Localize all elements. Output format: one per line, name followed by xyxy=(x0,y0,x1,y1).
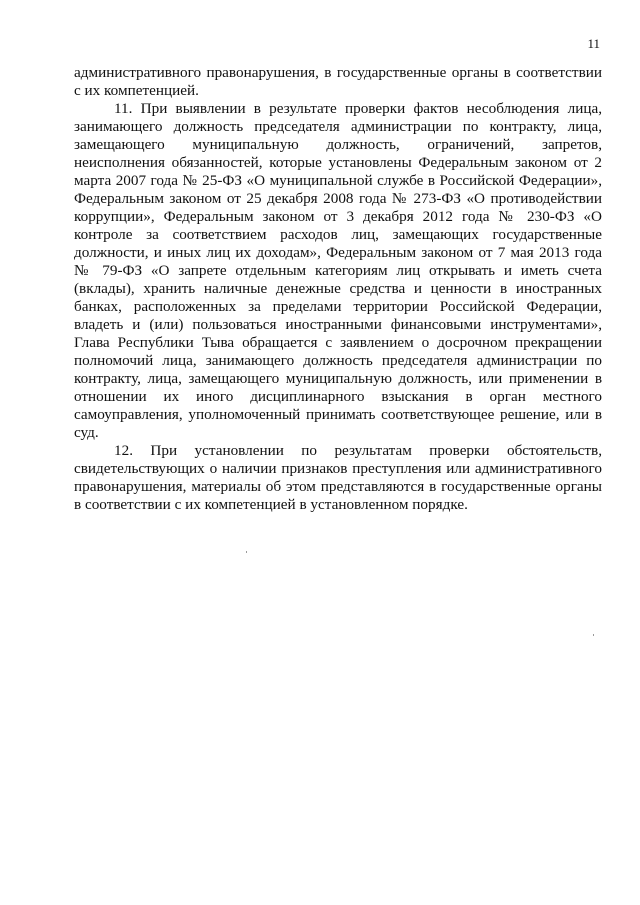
text-line: правонарушения, материалы об этом представляются в государственные органы xyxy=(74,478,602,495)
text-line: банках, расположенных за пределами территории Российской Федерации, xyxy=(74,298,602,315)
text-line: 11. При выявлении в результате проверки фактов несоблюдения лица, xyxy=(114,100,602,117)
text-line: суд. xyxy=(74,424,99,441)
scan-speck xyxy=(593,634,594,636)
page-number: 11 xyxy=(587,36,600,51)
text-line: полномочий лица, занимающего должность председателя администрации по xyxy=(74,352,602,369)
text-line: владеть и (или) пользоваться иностранными финансовыми инструментами», xyxy=(74,316,602,333)
text-line: 12. При установлении по результатам проверки обстоятельств, xyxy=(114,442,602,459)
text-line: самоуправления, уполномоченный принимать соответствующее решение, или в xyxy=(74,406,602,423)
text-line: административного правонарушения, в государственные органы в соответствии xyxy=(74,64,602,81)
text-line: контракту, лица, замещающего муниципальную должность, или применении в xyxy=(74,370,602,387)
text-line: № 79-ФЗ «О запрете отдельным категориям лиц открывать и иметь счета xyxy=(74,262,602,279)
text-line: занимающего должность председателя администрации по контракту, лица, xyxy=(74,118,602,135)
text-line: неисполнения обязанностей, которые установлены Федеральным законом от 2 xyxy=(74,154,602,171)
text-line: с их компетенцией. xyxy=(74,82,199,99)
scan-speck xyxy=(246,551,247,553)
paragraph-item-12 xyxy=(74,442,602,514)
text-line: Глава Республики Тыва обращается с заявлением о досрочном прекращении xyxy=(74,334,602,351)
paragraph-item-11 xyxy=(74,100,602,442)
text-line: замещающего муниципальную должность, ограничений, запретов, xyxy=(74,136,602,153)
text-line: Федеральным законом от 25 декабря 2008 года № 273-ФЗ «О противодействии xyxy=(74,190,602,207)
text-line: в соответствии с их компетенцией в установленном порядке. xyxy=(74,496,468,513)
text-line: должности, и иных лиц их доходам», Федеральным законом от 7 мая 2013 года xyxy=(74,244,602,261)
document-body xyxy=(74,64,602,514)
text-line: (вклады), хранить наличные денежные средства и ценности в иностранных xyxy=(74,280,602,297)
text-line: отношении их иного дисциплинарного взыскания в орган местного xyxy=(74,388,602,405)
text-line: марта 2007 года № 25-ФЗ «О муниципальной службе в Российской Федерации», xyxy=(74,172,602,189)
text-line: коррупции», Федеральным законом от 3 декабря 2012 года № 230-ФЗ «О xyxy=(74,208,602,225)
paragraph-continuation xyxy=(74,64,602,100)
text-line: контроле за соответствием расходов лиц, замещающих государственные xyxy=(74,226,602,243)
text-line: свидетельствующих о наличии признаков преступления или административного xyxy=(74,460,602,477)
